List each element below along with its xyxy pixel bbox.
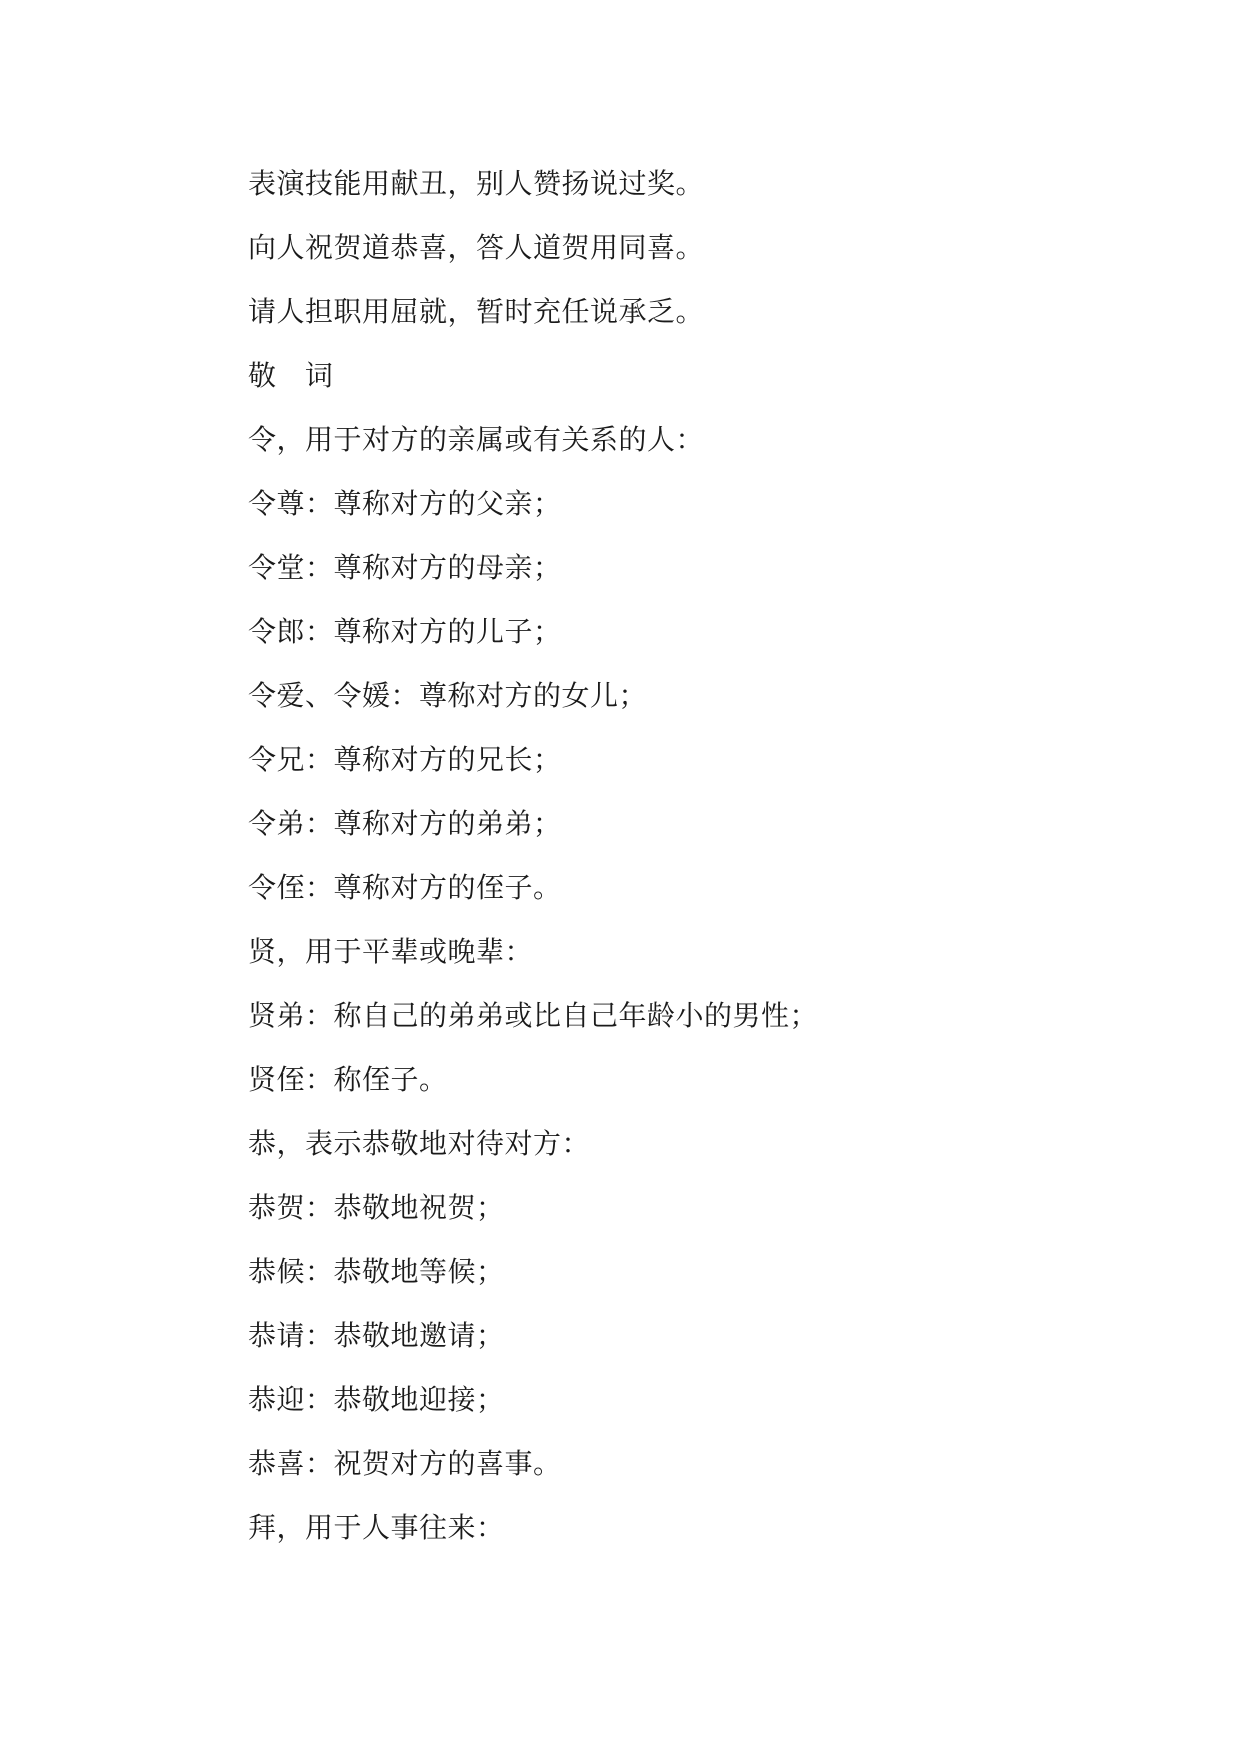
paragraph-line: 恭喜：祝贺对方的喜事。 xyxy=(248,1447,562,1480)
paragraph-line: 令爱、令媛：尊称对方的女儿； xyxy=(248,679,648,712)
paragraph-line: 贤，用于平辈或晚辈： xyxy=(248,935,534,968)
document-body xyxy=(248,152,1048,1560)
paragraph-line: 令兄：尊称对方的兄长； xyxy=(248,743,562,776)
paragraph-line: 贤侄：称侄子。 xyxy=(248,1063,448,1096)
paragraph-line: 向人祝贺道恭喜，答人道贺用同喜。 xyxy=(248,231,705,264)
paragraph-line: 令侄：尊称对方的侄子。 xyxy=(248,871,562,904)
paragraph-line: 拜，用于人事往来： xyxy=(248,1511,505,1544)
paragraph-line: 令郎：尊称对方的儿子； xyxy=(248,615,562,648)
paragraph-line: 恭候：恭敬地等候； xyxy=(248,1255,505,1288)
paragraph-line: 令堂：尊称对方的母亲； xyxy=(248,551,562,584)
paragraph-line: 令弟：尊称对方的弟弟； xyxy=(248,807,562,840)
paragraph-line: 恭迎：恭敬地迎接； xyxy=(248,1383,505,1416)
paragraph-line: 令，用于对方的亲属或有关系的人： xyxy=(248,423,705,456)
paragraph-line: 表演技能用献丑，别人赞扬说过奖。 xyxy=(248,167,705,200)
paragraph-line: 令尊：尊称对方的父亲； xyxy=(248,487,562,520)
paragraph-line: 请人担职用屈就，暂时充任说承乏。 xyxy=(248,295,705,328)
paragraph-line: 恭，表示恭敬地对待对方： xyxy=(248,1127,591,1160)
paragraph-line: 贤弟：称自己的弟弟或比自己年龄小的男性； xyxy=(248,999,819,1032)
paragraph-line: 恭请：恭敬地邀请； xyxy=(248,1319,505,1352)
section-heading: 敬 词 xyxy=(248,359,343,392)
paragraph-line: 恭贺：恭敬地祝贺； xyxy=(248,1191,505,1224)
